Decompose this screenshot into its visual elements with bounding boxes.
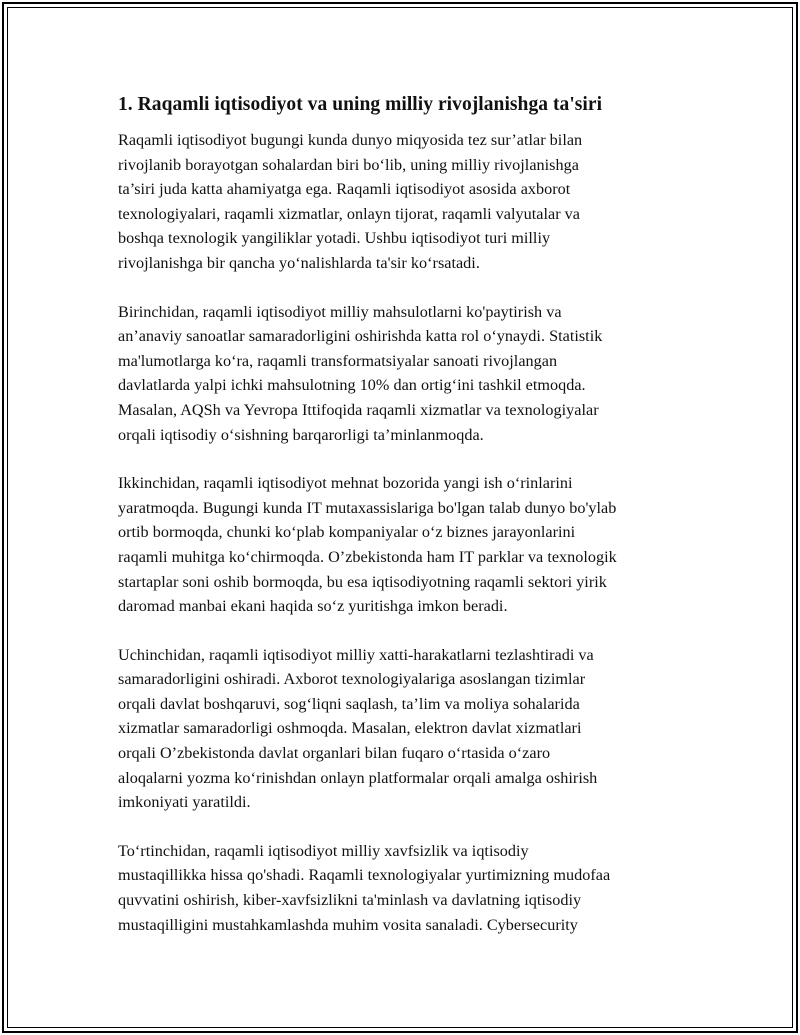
- section-heading: 1. Raqamli iqtisodiyot va uning milliy rivojlanishga ta'siri: [118, 94, 603, 115]
- paragraph-intro: Raqamli iqtisodiyot bugungi kunda dunyo miqyosida tez sur’atlar bilan rivojlanib borayotgan sohalardan biri bo‘lib, uning milliy rivojlanishga ta’siri juda katta ahamiyatga ega. Raqamli iqtisodiyot asosida axborot texnologiyalari, raqamli xizmatlar, onlayn tijorat, raqamli valyutalar va boshqa texnologik yangiliklar yotadi. Ushbu iqtisodiyot turi milliy rivojlanishga bir qancha yo‘nalishlarda ta'sir ko‘rsatadi.: [118, 131, 583, 272]
- paragraph-first: Birinchidan, raqamli iqtisodiyot milliy mahsulotlarni ko'paytirish va an’anaviy sanoatlar samaradorligini oshirishda katta rol o‘ynaydi. Statistik ma'lumotlarga ko‘ra, raqamli transformatsiyalar sanoati rivojlangan davlatlarda yalpi ichki mahsulotning 10% dan ortig‘ini tashkil etmoqda. Masalan, AQSh va Yevropa Ittifoqida raqamli xizmatlar va texnologiyalar orqali iqtisodiy o‘sishning barqarorligi ta’minlanmoqda.: [118, 302, 603, 444]
- document-body: [118, 90, 688, 961]
- paragraph-third: Uchinchidan, raqamli iqtisodiyot milliy xatti-harakatlarni tezlashtiradi va samaradorligini oshiradi. Axborot texnologiyalariga asoslangan tizimlar orqali davlat boshqaruvi, sog‘liqni saqlash, ta’lim va moliya sohalarida xizmatlar samaradorligi oshmoqda. Masalan, elektron davlat xizmatlari orqali O’zbekistonda davlat organlari bilan fuqaro o‘rtasida o‘zaro aloqalarni yozma ko‘rinishdan onlayn platformalar orqali amalga oshirish imkoniyati yaratildi.: [118, 645, 598, 812]
- paragraph-second: Ikkinchidan, raqamli iqtisodiyot mehnat bozorida yangi ish o‘rinlarini yaratmoqda. Bugungi kunda IT mutaxassislariga bo'lgan talab dunyo bo'ylab ortib bormoqda, chunki ko‘plab kompaniyalar o‘z biznes jarayonlarini raqamli muhitga ko‘chirmoqda. O’zbekistonda ham IT parklar va texnologik startaplar soni oshib bormoqda, bu esa iqtisodiyotning raqamli sektori yirik daromad manbai ekani haqida so‘z yuritishga imkon beradi.: [118, 474, 617, 616]
- paragraph-fourth: To‘rtinchidan, raqamli iqtisodiyot milliy xavfsizlik va iqtisodiy mustaqillikka hissa qo'shadi. Raqamli texnologiyalar yurtimizning mudofaa quvvatini oshirish, kiber-xavfsizlikni ta'minlash va davlatning iqtisodiy mustaqilligini mustahkamlashda muhim vosita sanaladi. Cybersecurity: [118, 841, 611, 934]
